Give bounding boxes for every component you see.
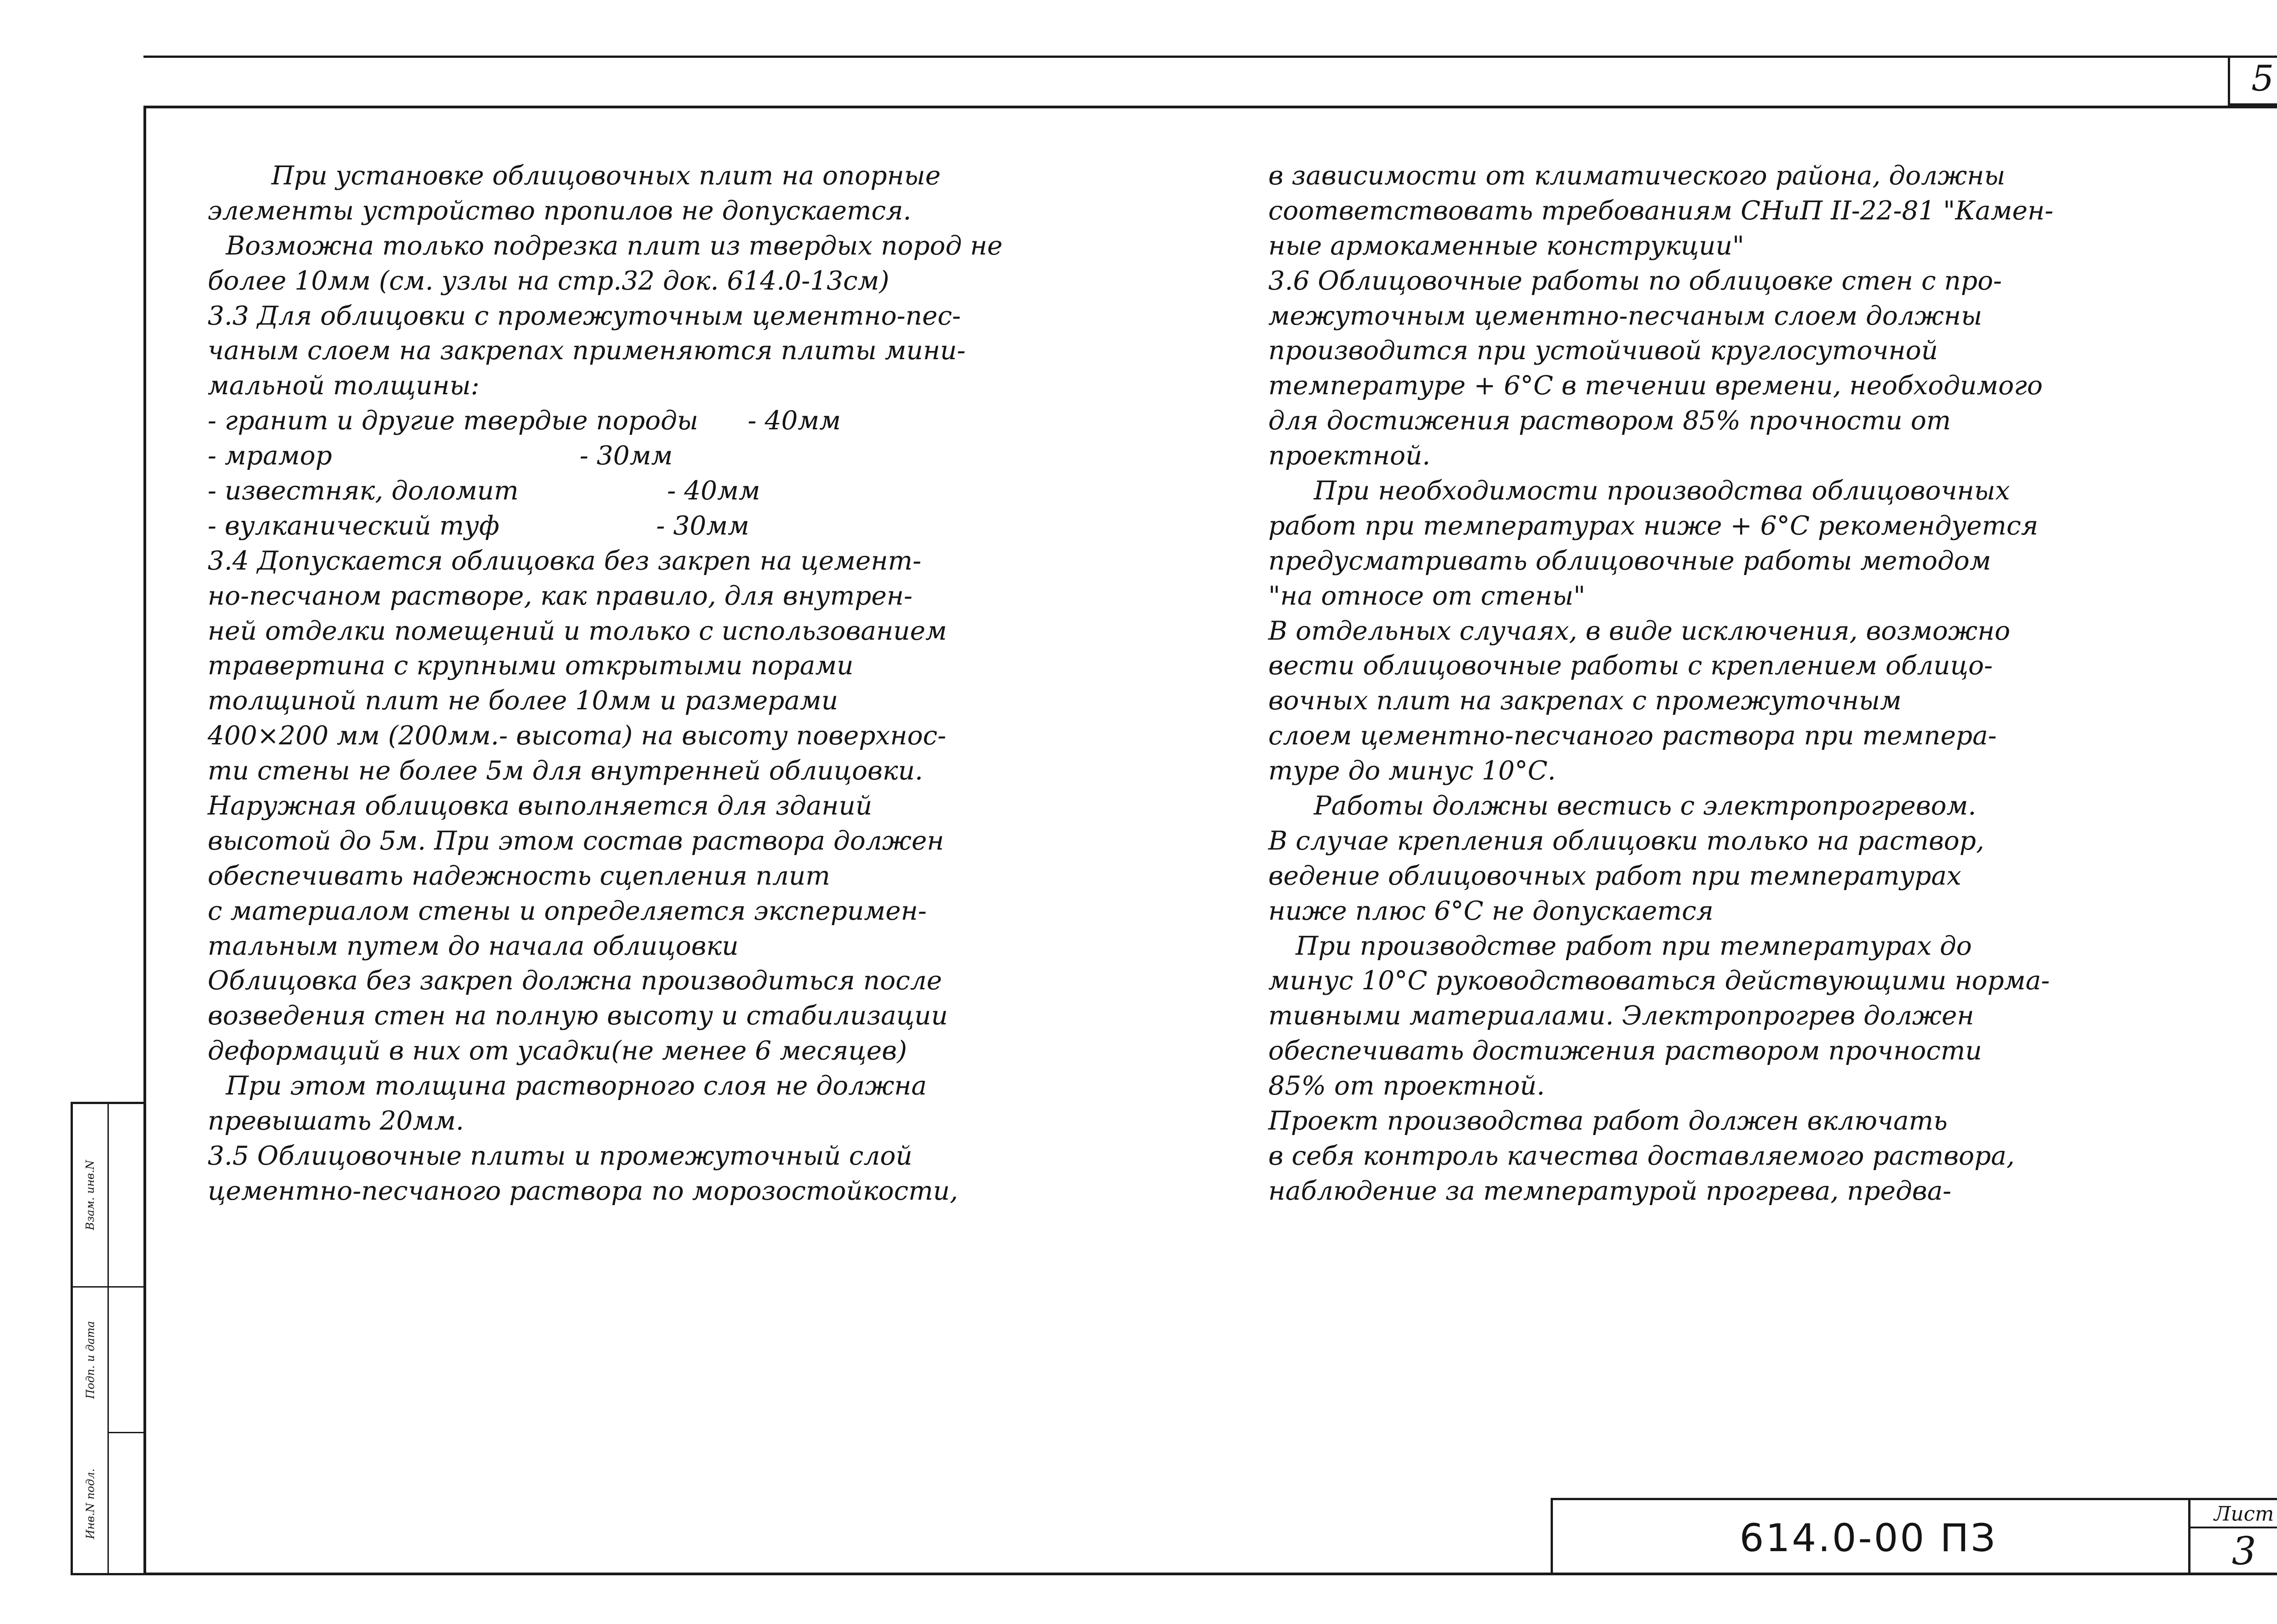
text-line: 3.3 Для облицовки с промежуточным цементно-пес-: [208, 300, 961, 331]
text-line: цементно-песчаного раствора по морозостойкости,: [208, 1176, 958, 1206]
text-line: - мрамор - 30мм: [208, 441, 673, 471]
text-line: работ при температурах ниже + 6°С рекомендуется: [1268, 510, 2038, 541]
text-line: 3.6 Облицовочные работы по облицовке стен с про-: [1268, 265, 2002, 296]
text-line: В случае крепления облицовки только на раствор,: [1268, 825, 1985, 856]
text-line: в зависимости от климатического района, должны: [1268, 161, 2006, 191]
text-line: 3.5 Облицовочные плиты и промежуточный слой: [208, 1140, 913, 1171]
text-line: При необходимости производства облицовочных: [1314, 476, 2010, 506]
text-line: Облицовка без закреп должна производиться после: [208, 966, 942, 996]
text-line: - вулканический туф - 30мм: [208, 510, 750, 541]
text-line: высотой до 5м. При этом состав раствора должен: [208, 825, 944, 856]
text-line: предусматривать облицовочные работы методом: [1268, 545, 1991, 576]
text-line: При производстве работ при температурах до: [1296, 931, 1972, 961]
text-line: Работы должны вестись с электропрогревом.: [1314, 791, 1976, 821]
sheet-number-box: [2228, 56, 2277, 106]
side-stamp-column-1: [73, 1104, 109, 1573]
text-line: 85% от проектной.: [1268, 1071, 1545, 1101]
text-line: проектной.: [1268, 441, 1431, 471]
sheet-cell: [2188, 1500, 2277, 1575]
text-line: ведение облицовочных работ при температурах: [1268, 860, 1961, 891]
text-line: туре до минус 10°С.: [1268, 756, 1556, 786]
document-code: 614.0-00 ПЗ: [1739, 1515, 1997, 1560]
text-line: тальным путем до начала облицовки: [208, 931, 739, 961]
text-line: - известняк, доломит - 40мм: [208, 476, 761, 506]
text-line: превышать 20мм.: [208, 1106, 464, 1136]
top-border-line: [143, 56, 2277, 58]
text-line: для достижения раствором 85% прочности от: [1268, 406, 1951, 436]
text-line: В отдельных случаях, в виде исключения, возможно: [1268, 616, 2011, 646]
text-line: Возможна только подрезка плит из твердых пород не: [226, 230, 1003, 261]
text-line: мальной толщины:: [208, 371, 480, 401]
text-line: Наружная облицовка выполняется для зданий: [208, 791, 873, 821]
text-line: более 10мм (см. узлы на стр.32 док. 614.0-13см): [208, 265, 889, 296]
text-line: толщиной плит не более 10мм и размерами: [208, 686, 838, 716]
text-line: минус 10°С руководствоваться действующими норма-: [1268, 966, 2050, 996]
text-line: возведения стен на полную высоту и стабилизации: [208, 1001, 948, 1031]
text-line: ти стены не более 5м для внутренней облицовки.: [208, 756, 923, 786]
text-line: вести облицовочные работы с креплением облицо-: [1268, 651, 1993, 681]
text-line: наблюдение за температурой прогрева, предва-: [1268, 1176, 1952, 1206]
text-line: элементы устройство пропилов не допускается.: [208, 195, 912, 226]
text-line: ней отделки помещений и только с использованием: [208, 616, 947, 646]
text-line: 400×200 мм (200мм.- высота) на высоту поверхнос-: [208, 721, 946, 751]
text-line: с материалом стены и определяется эксперимен-: [208, 896, 927, 926]
sheet-number: 5: [2251, 58, 2274, 99]
left-text-column: [208, 158, 1182, 1209]
text-line: обеспечивать достижения раствором прочности: [1268, 1036, 1982, 1066]
sheet-value: 3: [2231, 1529, 2257, 1573]
side-stamp-cell: Подп. и дата: [73, 1286, 107, 1432]
text-line: "на относе от стены": [1268, 580, 1586, 611]
text-line: При установке облицовочных плит на опорные: [271, 161, 941, 191]
side-stamp-column-2: [109, 1104, 143, 1573]
text-line: - гранит и другие твердые породы - 40мм: [208, 406, 841, 436]
text-line: тивными материалами. Электропрогрев должен: [1268, 1001, 1974, 1031]
side-stamp-cell: Взам. инв.N: [84, 1160, 97, 1231]
text-line: соответствовать требованиям СНиП II-22-81 "Камен-: [1268, 195, 2053, 226]
text-line: вочных плит на закрепах с промежуточным: [1268, 686, 1902, 716]
text-line: Проект производства работ должен включать: [1268, 1106, 1948, 1136]
side-stamp-cell: [109, 1286, 143, 1432]
text-line: но-песчаном растворе, как правило, для внутрен-: [208, 580, 913, 611]
side-stamp-cell: Инв.N подл.: [84, 1468, 97, 1539]
text-line: производится при устойчивой круглосуточной: [1268, 336, 1938, 366]
text-line: температуре + 6°С в течении времени, необходимого: [1268, 371, 2043, 401]
text-line: в себя контроль качества доставляемого раствора,: [1268, 1140, 2015, 1171]
text-line: При этом толщина растворного слоя не должна: [226, 1071, 927, 1101]
side-stamp-cell: [109, 1432, 143, 1575]
text-line: обеспечивать надежность сцепления плит: [208, 860, 830, 891]
text-line: травертина с крупными открытыми порами: [208, 651, 854, 681]
title-block: [1551, 1498, 2277, 1575]
sheet-label: Лист: [2190, 1500, 2277, 1528]
text-line: слоем цементно-песчаного раствора при темпера-: [1268, 721, 1997, 751]
right-text-column: [1268, 158, 2254, 1209]
text-line: межуточным цементно-песчаным слоем должны: [1268, 300, 1982, 331]
text-line: чаным слоем на закрепах применяются плиты мини-: [208, 336, 966, 366]
text-line: ниже плюс 6°С не допускается: [1268, 896, 1714, 926]
text-line: ные армокаменные конструкции": [1268, 230, 1745, 261]
text-line: 3.4 Допускается облицовка без закреп на цемент-: [208, 545, 922, 576]
text-line: деформаций в них от усадки(не менее 6 месяцев): [208, 1036, 907, 1066]
side-stamp: [71, 1102, 143, 1575]
